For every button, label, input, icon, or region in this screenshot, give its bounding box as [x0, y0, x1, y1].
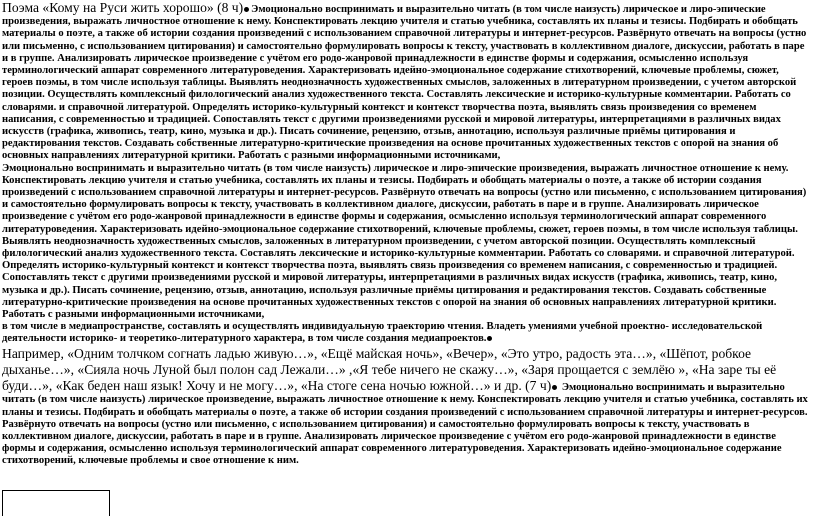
bullet-icon [244, 7, 249, 12]
paragraph-body: Эмоционально воспринимать и выразительно читать (в том числе наизусть) лирическое и лиро-эпические произведения, выражать личностное отношение к нему. Конспектировать лекцию учителя и статью учебника, составлять их планы и тезисы. Подбирать и обобщать материалы о поэте, а также об истории создания произведений с использованием справочной литературы и интернет-ресурсов. Развёрнуто отвечать на вопросы (устно или письменно, с использованием цитирования) и самостоятельно формулировать вопросы к тексту, участвовать в коллективном диалоге, дискуссии, работать в паре и в группе. Анализировать лирическое произведение с учётом его родо-жанровой принадлежности в единстве формы и содержания, осмысленно используя терминологический аппарат современного литературоведения. Характеризовать идейно-эмоциональное содержание стихотворений, ключевые проблемы, сюжет, героев поэмы, в том числе используя таблицы. Выявлять неоднозначность художественных смыслов, заложенных в литературном произведении, с учетом авторской позиции. Осуществлять комплексный филологический анализ художественного текста. Составлять лексические и историко-культурные комментарии. Работать со словарями. и справочной литературой. Определять историко-культурный контекст и контекст творчества поэта, выявлять связь произведения со временем написания, с современностью и традицией. Сопоставлять текст с другими произведениями русской и мировой литературы, интерпретациями в различных видах искусств (графика, живопись, театр, кино, музыка и др.). Писать сочинение, рецензию, отзыв, аннотацию, используя различные приёмы цитирования и редактирования текстов. Создавать собственные литературно-критические произведения на основе прочитанных художественных текстов с опорой на знания об основных направлениях литературной критики. Работать с разными информационными источниками, [2, 162, 807, 321]
paragraph-repeat [2, 163, 812, 322]
section-body: Эмоционально воспринимать и выразительно читать (в том числе наизусть) лирическое и лиро-эпические произведения, выражать личностное отношение к нему. Конспектировать лекцию учителя и статью учебника, составлять их планы и тезисы. Подбирать и обобщать материалы о поэте, а также об истории создания произведений с использованием справочной литературы и интернет-ресурсов. Развёрнуто отвечать на вопросы (устно или письменно, с использованием цитирования) и самостоятельно формулировать вопросы к тексту, участвовать в коллективном диалоге, дискуссии, работать в паре и в группе. Анализировать лирическое произведение с учётом его родо-жанровой принадлежности в единстве формы и содержания, осмысленно используя терминологический аппарат современного литературоведения. Характеризовать идейно-эмоциональное содержание стихотворений, ключевые проблемы, сюжет, героев поэмы, в том числе используя таблицы. Выявлять неоднозначность художественных смыслов, заложенных в литературном произведении, с учетом авторской позиции. Осуществлять комплексный филологический анализ художественного текста. Составлять лексические и историко-культурные комментарии. Работать со словарями. и справочной литературой. Определять историко-культурный контекст и контекст творчества поэта, выявлять связь произведения со временем написания, с современностью и традицией. Сопоставлять текст с другими произведениями русской и мировой литературы, интерпретациями в различных видах искусств (графика, живопись, театр, кино, музыка и др.). Писать сочинение, рецензию, отзыв, аннотацию, используя различные приёмы цитирования и редактирования текстов. Создавать собственные литературно-критические произведения на основе прочитанных художественных текстов с опорой на знания об основных направлениях литературной критики. Работать с разными информационными источниками, [2, 4, 807, 162]
continuation-body: в том числе в медиапространстве, составлять и осуществлять индивидуальную траекторию чтения. Владеть умениями учебной проектно- исследовательской деятельности историко- и теоретико-литературного характера, в том числе создания медиапроектов. [2, 321, 763, 345]
paragraph-poem-section [2, 2, 812, 163]
bullet-icon [487, 336, 492, 341]
table-cell-border [2, 490, 110, 516]
poems-list-heading: Например, «Одним толчком согнать ладью живую…», «Ещё майская ночь», «Вечер», «Это утро, радость эта…», «Шёпот, робкое дыханье…», «Сияла ночь Луной был полон сад Лежали…» ,«Я тебе ничего не скажу…», «Заря прощается с землёю », «На заре ты её буди…», «Как беден наш язык! Хочу и не могу…», «На стоге сена ночью южной…» и др. (7 ч) [2, 345, 777, 394]
paragraph-fet-section [2, 346, 812, 468]
poems-section-body: Эмоционально воспринимать и выразительно читать (в том числе наизусть) лирическое произведение, выражать личностное отношение к нему. Конспектировать лекцию учителя и статью учебника, составлять их планы и тезисы. Подбирать и обобщать материалы о поэте, а также об истории создания произведений с использованием справочной литературы и интернет-ресурсов. Развёрнуто отвечать на вопросы (устно или письменно, с использованием цитирования) и самостоятельно формулировать вопросы к тексту, участвовать в коллективном диалоге, дискуссии, работать в паре и в группе. Анализировать лирическое произведение с учётом его родо-жанровой принадлежности в единстве формы и содержания, осмысленно используя терминологический аппарат современного литературоведения. Характеризовать идейно-эмоциональное содержание стихотворений, ключевые проблемы и свое отношение к ним. [2, 382, 808, 467]
section-heading: Поэма «Кому на Руси жить хорошо» (8 ч) [2, 0, 244, 15]
bullet-icon [552, 385, 557, 390]
paragraph-continuation [2, 321, 812, 345]
